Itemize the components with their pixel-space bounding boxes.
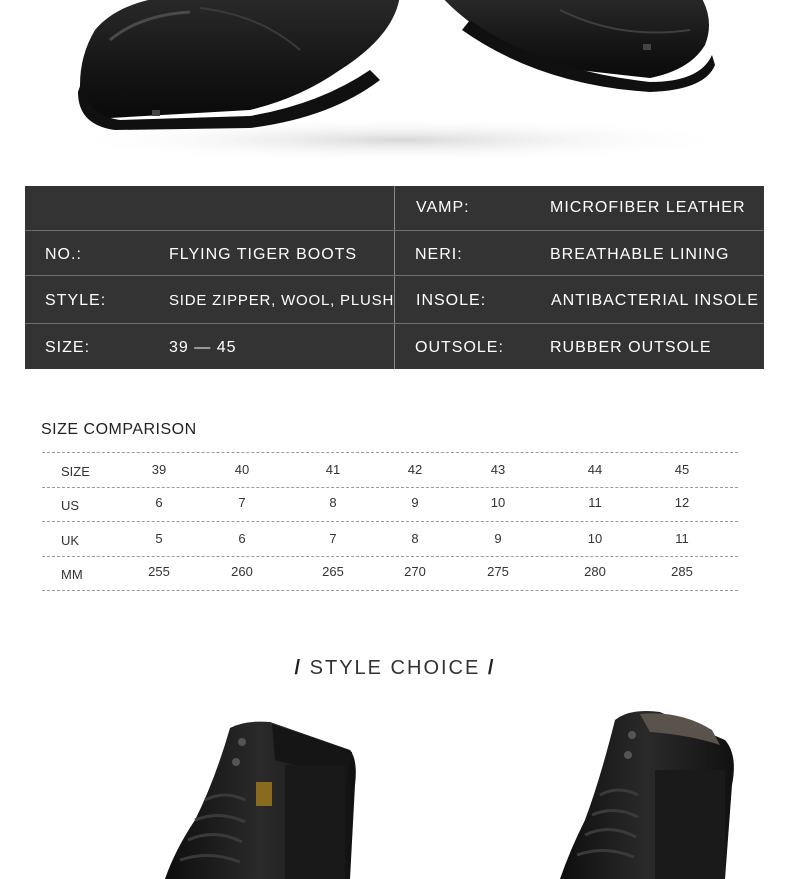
- row-label: MM: [61, 567, 83, 582]
- spec-label: INSOLE:: [416, 292, 487, 309]
- table-cell: 9: [411, 495, 419, 510]
- table-cell: 260: [231, 564, 253, 579]
- row-label: UK: [61, 533, 80, 548]
- table-cell: 265: [322, 564, 344, 579]
- spec-value: 39 — 45: [169, 339, 237, 356]
- row-label: US: [61, 498, 80, 513]
- left-boot-toe: [78, 0, 400, 130]
- right-boot-toe: [440, 0, 715, 92]
- spec-row-divider: [25, 323, 764, 324]
- table-cell: 40: [234, 462, 250, 477]
- table-cell: 255: [148, 564, 170, 579]
- table-cell: 9: [494, 531, 502, 546]
- table-cell: 12: [674, 495, 690, 510]
- spec-row-divider: [25, 275, 764, 276]
- table-cell: 10: [490, 495, 506, 510]
- table-divider: [42, 521, 738, 522]
- table-cell: 270: [404, 564, 426, 579]
- size-comparison-table: [42, 452, 738, 591]
- boot-option-plush[interactable]: [560, 711, 734, 879]
- table-cell: 7: [238, 495, 246, 510]
- table-cell: 7: [329, 531, 337, 546]
- heading-slash-left: /: [294, 657, 303, 679]
- table-cell: 5: [155, 531, 163, 546]
- table-cell: 41: [325, 462, 341, 477]
- table-cell: 275: [487, 564, 509, 579]
- table-divider: [42, 487, 738, 488]
- spec-label: OUTSOLE:: [415, 339, 504, 356]
- spec-value: MICROFIBER LEATHER: [550, 199, 746, 216]
- style-choice-title: STYLE CHOICE: [309, 657, 481, 679]
- spec-value: RUBBER OUTSOLE: [550, 339, 712, 356]
- table-cell: 6: [238, 531, 246, 546]
- table-cell: 42: [407, 462, 423, 477]
- style-choice-heading: [0, 657, 790, 680]
- table-cell: 11: [675, 531, 689, 546]
- table-cell: 285: [671, 564, 693, 579]
- table-cell: 45: [674, 462, 690, 477]
- table-cell: 280: [584, 564, 606, 579]
- table-cell: 10: [587, 531, 603, 546]
- table-divider: [42, 590, 738, 591]
- table-divider: [42, 556, 738, 557]
- boot-option-zipper[interactable]: [165, 722, 356, 879]
- spec-column-divider: [394, 186, 395, 369]
- heading-slash-right: /: [487, 657, 496, 679]
- table-cell: 8: [329, 495, 337, 510]
- table-cell: 8: [411, 531, 419, 546]
- table-cell: 43: [490, 462, 506, 477]
- table-cell: 11: [588, 495, 602, 510]
- spec-label: NERI:: [415, 246, 463, 263]
- spec-label: SIZE:: [45, 339, 91, 356]
- spec-value: BREATHABLE LINING: [550, 246, 730, 263]
- spec-label: STYLE:: [45, 292, 107, 309]
- spec-label: VAMP:: [416, 199, 470, 216]
- table-divider: [42, 452, 738, 453]
- spec-value: SIDE ZIPPER, WOOL, PLUSH: [169, 292, 395, 309]
- table-cell: 39: [151, 462, 167, 477]
- spec-table: [25, 186, 764, 369]
- spec-value: FLYING TIGER BOOTS: [169, 246, 358, 263]
- size-comparison-title: SIZE COMPARISON: [41, 421, 197, 438]
- boots-top-image: [0, 0, 790, 170]
- brand-tag: [256, 782, 272, 806]
- table-cell: 44: [587, 462, 603, 477]
- spec-label: NO.:: [45, 246, 82, 263]
- spec-value: ANTIBACTERIAL INSOLE: [551, 292, 759, 309]
- style-choice-images: [0, 700, 790, 879]
- row-label: SIZE: [61, 464, 90, 479]
- spec-row-divider: [25, 230, 764, 231]
- table-cell: 6: [155, 495, 163, 510]
